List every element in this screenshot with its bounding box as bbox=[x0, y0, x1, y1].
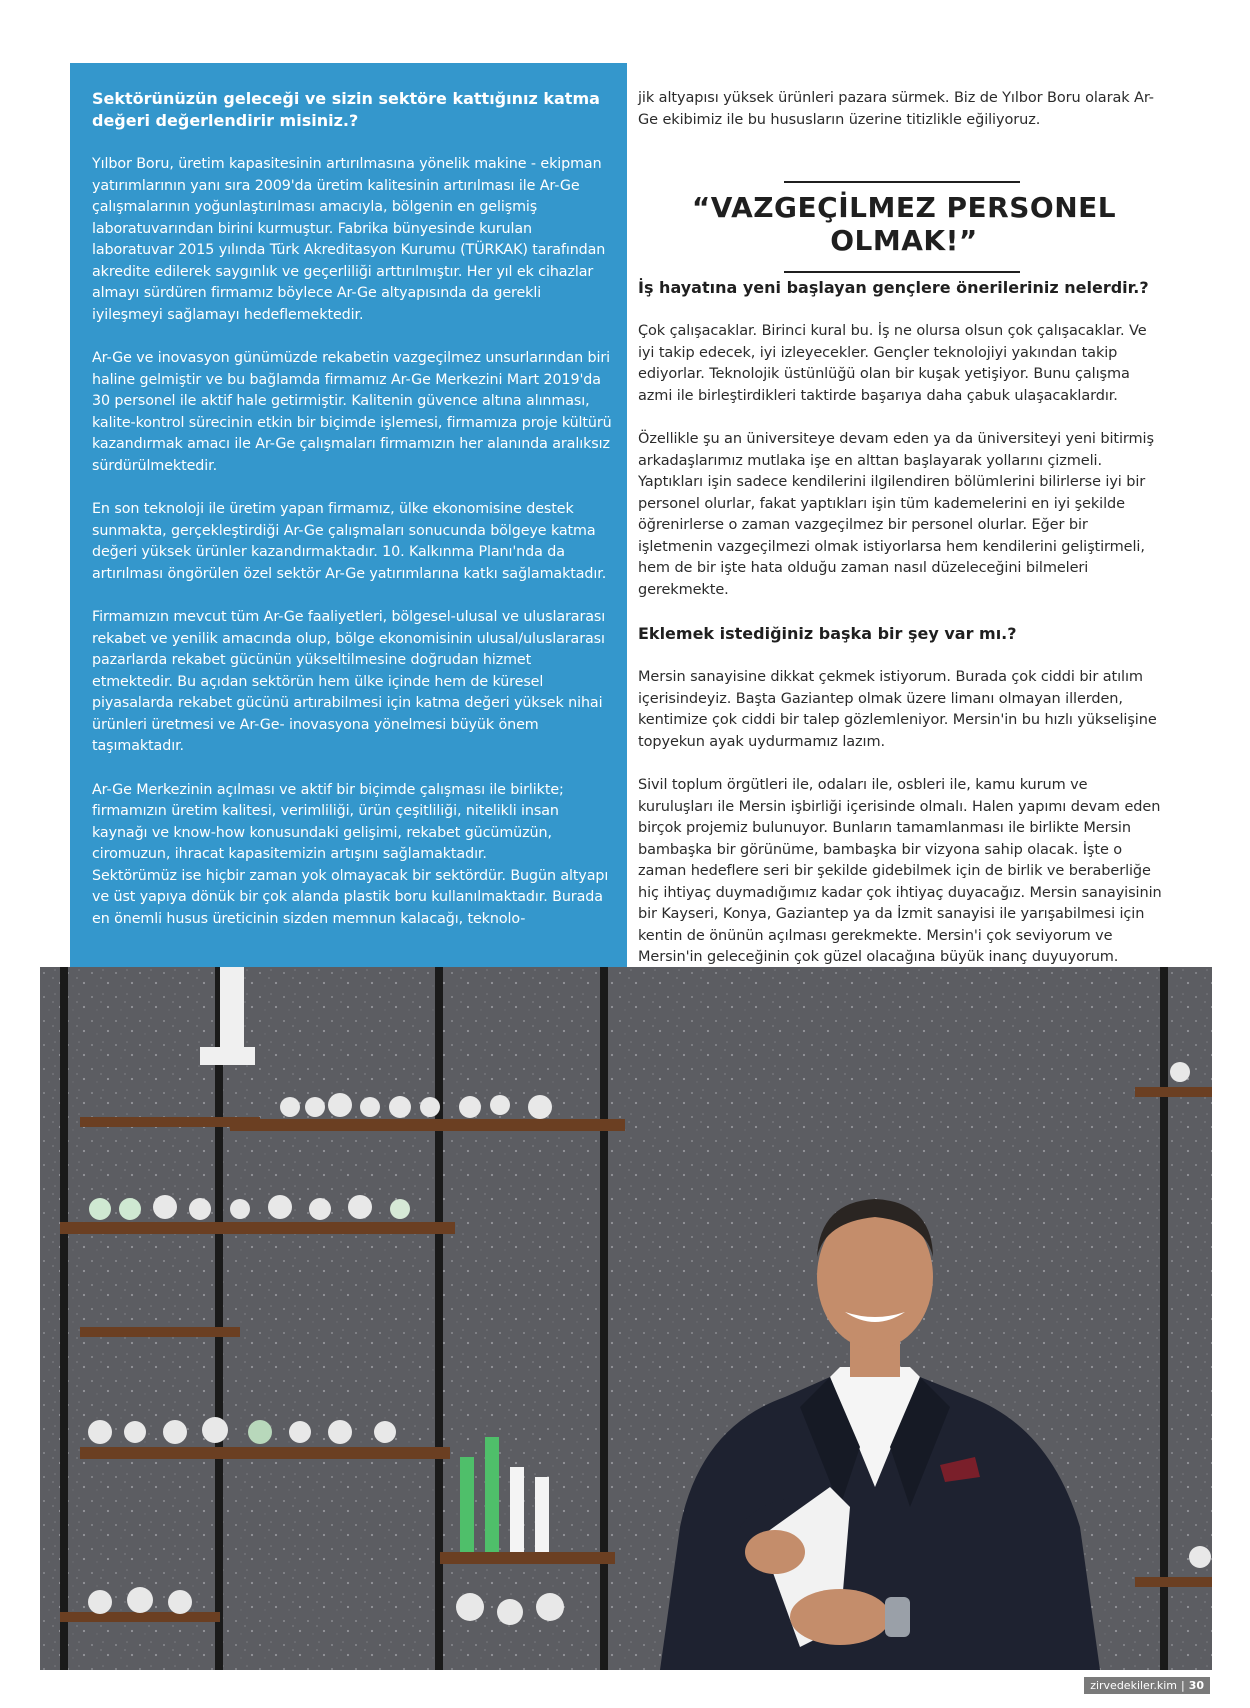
answer-paragraph: Yılbor Boru, üretim kapasitesinin artırılmasına yönelik makine - ekipman yatırımlarının yanı sıra 2009'da üretim kalitesinin artırılması ile Ar-Ge çalışmalarının yoğunlaştırılması amacıyla, bölgenin en gelişmiş laboratuvarından birini kurmuştur. Fabrika bünyesinde kurulan laboratuvar 2015 yılında Türk Akreditasyon Kurumu (TÜRKAK) tarafından akredite edilerek saygınlık ve geçerliliği arttırılmıştır. Her yıl ek cihazlar almayı sürdüren firmamız böylece Ar-Ge altyapısında da gerekli iyileşmeyi sağlamayı hedeflemektedir. bbox=[92, 156, 606, 323]
photo-illustration bbox=[40, 967, 1212, 1670]
answer-paragraph: Sektörümüz ise hiçbir zaman yok olmayacak bir sektördür. Bugün altyapı ve üst yapıya dönük bir çok alanda plastik boru kullanılmaktadır. Burada en önemli husus üreticinin sizden memnun kalacağı, teknolo- bbox=[92, 867, 609, 927]
answer-paragraph: Çok çalışacaklar. Birinci kural bu. İş ne olursa olsun çok çalışacaklar. Ve iyi takip edecek, iyi izleyecekler. Gençler teknolojiyi yakından takip ediyorlar. Teknolojik üstünlüğü olan bir kuşak yetişiyor. Bunu çalışma azmi ile birleştirdikleri taktirde başarıya daha çabuk ulaşacaklardır. bbox=[638, 323, 1147, 404]
answer-paragraph: Ar-Ge Merkezinin açılması ve aktif bir biçimde çalışması ile birlikte; firmamızın üretim kalitesi, verimliliği, ürün çeşitliliği, nitelikli insan kaynağı ve know-how konusundaki gelişimi, rekabet gücümüzün, ciromuzun, ihracat kapasitemizin artışını sağlamaktadır. bbox=[92, 781, 564, 862]
portrait-photo bbox=[40, 967, 1212, 1670]
question-1: Sektörünüzün geleceği ve sizin sektöre kattığınız katma değeri değerlendirir misiniz.? bbox=[92, 89, 600, 130]
answer-paragraph: Sivil toplum örgütleri ile, odaları ile, osbleri ile, kamu kurum ve kuruluşları ile Mersin işbirliği içerisinde olmalı. Halen yapımı devam eden birçok projemiz bulunuyor. Bunların tamamlanması ile birlikte Mersin bambaşka bir görünüme, bambaşka bir vizyona sahip olacak. İşte o zaman hedeflere seri bir şekilde gidebilmek için de birlik ve beraberliğe hiç ihtiyaç duymadığımız kadar çok ihtiyaç duyacağız. Mersin sanayisinin bir Kayseri, Konya, Gaziantep ya da İzmit sanayisi ile yarışabilmesi için kentin de önünün açılması gerekmekte. Mersin'i çok seviyorum ve Mersin'in geleceğinin çok güzel olacağına büyük inanç duyuyorum. bbox=[638, 777, 1162, 965]
question-2: İş hayatına yeni başlayan gençlere önerileriniz nelerdir.? bbox=[638, 278, 1149, 297]
headline: “VAZGEÇİLMEZ PERSONEL OLMAK!” bbox=[691, 191, 1117, 257]
answer-paragraph: En son teknoloji ile üretim yapan firmamız, ülke ekonomisine destek sunmakta, gerçekleştirdiği Ar-Ge çalışmaları sonucunda bölgeye katma değeri yüksek ürünler kazandırmaktadır. 10. Kalkınma Planı'nda da artırılması öngörülen özel sektör Ar-Ge yatırımlarına katkı sağlamaktadır. bbox=[92, 501, 607, 582]
headline-rule-bottom bbox=[784, 271, 1020, 273]
footer-site: zirvedekiler.kim bbox=[1090, 1679, 1177, 1692]
pull-quote bbox=[638, 153, 1166, 263]
right-column bbox=[638, 88, 1166, 991]
answer-paragraph: Mersin sanayisine dikkat çekmek istiyorum. Burada çok ciddi bir atılım içerisindeyiz. Başta Gaziantep olmak üzere limanı olmayan illerden, kentimize çok ciddi bir talep gözlemleniyor. Mersin'in bu hızlı yükselişine topyekun ayak uydurmamız lazım. bbox=[638, 669, 1157, 750]
answer-paragraph: Firmamızın mevcut tüm Ar-Ge faaliyetleri, bölgesel-ulusal ve uluslararası rekabet ve yenilik amacında olup, bölge ekonomisinin ulusal/uluslararası pazarlarda rekabet gücünün yükseltilmesine doğrudan hizmet etmektedir. Bu açıdan sektörün hem ülke içinde hem de küresel piyasalarda rekabet gücünü artırabilmesi için katma değeri yüksek nihai ürünleri üretmesi ve Ar-Ge- inovasyona yönelmesi büyük önem taşımaktadır. bbox=[92, 609, 606, 754]
left-column bbox=[92, 88, 612, 952]
page-number: 30 bbox=[1188, 1679, 1204, 1692]
page-footer bbox=[1084, 1677, 1210, 1694]
answer-paragraph: jik altyapısı yüksek ürünleri pazara sürmek. Biz de Yılbor Boru olarak Ar-Ge ekibimiz ile bu hususların üzerine titizlikle eğiliyoruz. bbox=[638, 90, 1154, 128]
question-3: Eklemek istediğiniz başka bir şey var mı.? bbox=[638, 624, 1017, 643]
answer-paragraph: Ar-Ge ve inovasyon günümüzde rekabetin vazgeçilmez unsurlarından biri haline gelmiştir ve bu bağlamda firmamız Ar-Ge Merkezini Mart 2019'da 30 personel ile aktif hale getirmiştir. Kalitenin güvence altına alınması, kalite-kontrol sürecinin etkin bir biçimde işlemesi, firmamıza proje kültürü kazandırmak amacı ile Ar-Ge çalışmaları firmamızın her alanında aralıksız sürdürülmektedir. bbox=[92, 350, 612, 474]
answer-paragraph: Özellikle şu an üniversiteye devam eden ya da üniversiteyi yeni bitirmiş arkadaşlarımız mutlaka işe en alttan başlayarak yollarını çizmeli. Yaptıkları işin sadece kendilerini ilgilendiren bölümlerini bilirlerse iyi bir personel olurlar, fakat yaptıkları işin tüm kademelerini en iyi şekilde öğrenirlerse o zaman vazgeçilmez bir personel olurlar. Eğer bir işletmenin vazgeçilmezi olmak istiyorlarsa hem kendilerini geliştirmeli, hem de bir işte hata olduğu zaman nasıl düzeleceğini bilmeleri gerekmekte. bbox=[638, 431, 1154, 598]
footer-separator: | bbox=[1180, 1679, 1185, 1692]
headline-rule-top bbox=[784, 181, 1020, 183]
